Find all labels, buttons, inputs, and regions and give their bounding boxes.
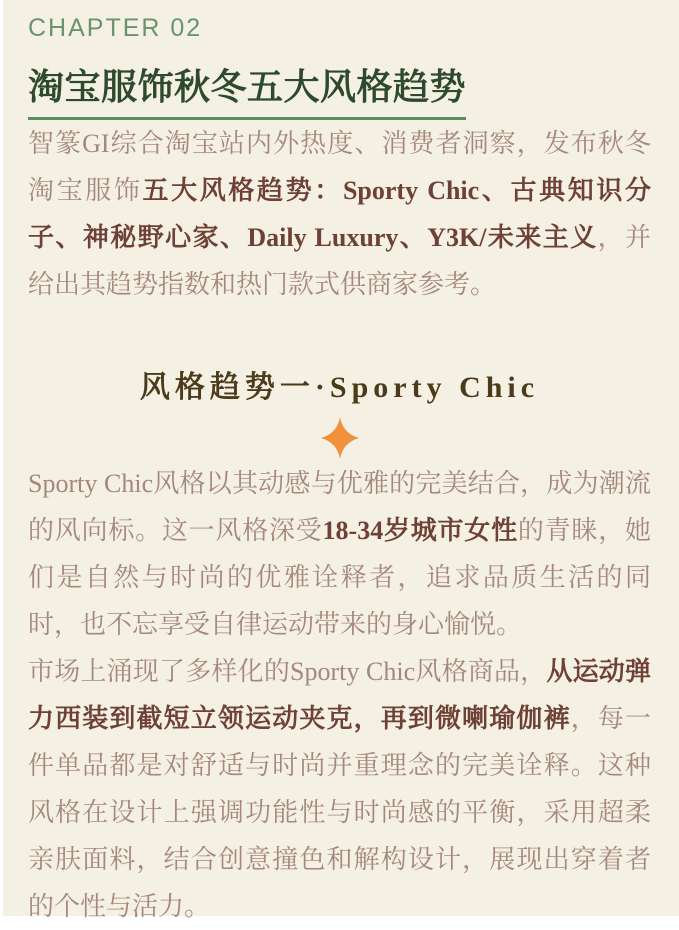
page-title: 淘宝服饰秋冬五大风格趋势 bbox=[28, 59, 466, 120]
intro-text-regular-2: ，并给出其趋势指数和热门款式供商家参考。 bbox=[28, 223, 651, 299]
sparkle-icon-wrap bbox=[28, 416, 651, 460]
market-paragraph bbox=[28, 648, 651, 930]
sparkle-icon bbox=[321, 416, 359, 460]
style-text-regular-2: 的青睐，她们是自然与时尚的优雅诠释者，追求品质生活的同时，也不忘享受自律运动带来的身心愉悦。 bbox=[28, 516, 651, 639]
report-page bbox=[3, 0, 679, 921]
intro-paragraph bbox=[28, 120, 651, 308]
page-content bbox=[3, 0, 679, 930]
style-text-bold-audience: 18-34岁城市女性 bbox=[322, 516, 518, 545]
market-text-regular-2: ，每一件单品都是对舒适与时尚并重理念的完美诠释。这种风格在设计上强调功能性与时尚感的平衡，采用超柔亲肤面料，结合创意撞色和解构设计，展现出穿着者的个性与活力。 bbox=[28, 704, 651, 921]
intro-text-regular-1: 智篆GI综合淘宝站内外热度、消费者洞察，发布秋冬淘宝服饰 bbox=[28, 129, 651, 205]
intro-text-bold-trends: 五大风格趋势：Sporty Chic、古典知识分子、神秘野心家、Daily Luxury、Y3K/未来主义 bbox=[28, 176, 651, 252]
chapter-label: CHAPTER 02 bbox=[28, 14, 203, 42]
market-text-bold-items: 从运动弹力西装到截短立领运动夹克，再到微喇瑜伽裤 bbox=[28, 657, 651, 733]
market-text-regular-1: 市场上涌现了多样化的Sporty Chic风格商品， bbox=[28, 657, 547, 686]
style-description-paragraph bbox=[28, 460, 651, 648]
section-heading-trend-1: 风格趋势一·Sporty Chic bbox=[139, 371, 540, 404]
style-text-regular-1: Sporty Chic风格以其动感与优雅的完美结合，成为潮流的风向标。这一风格深受 bbox=[28, 469, 651, 545]
